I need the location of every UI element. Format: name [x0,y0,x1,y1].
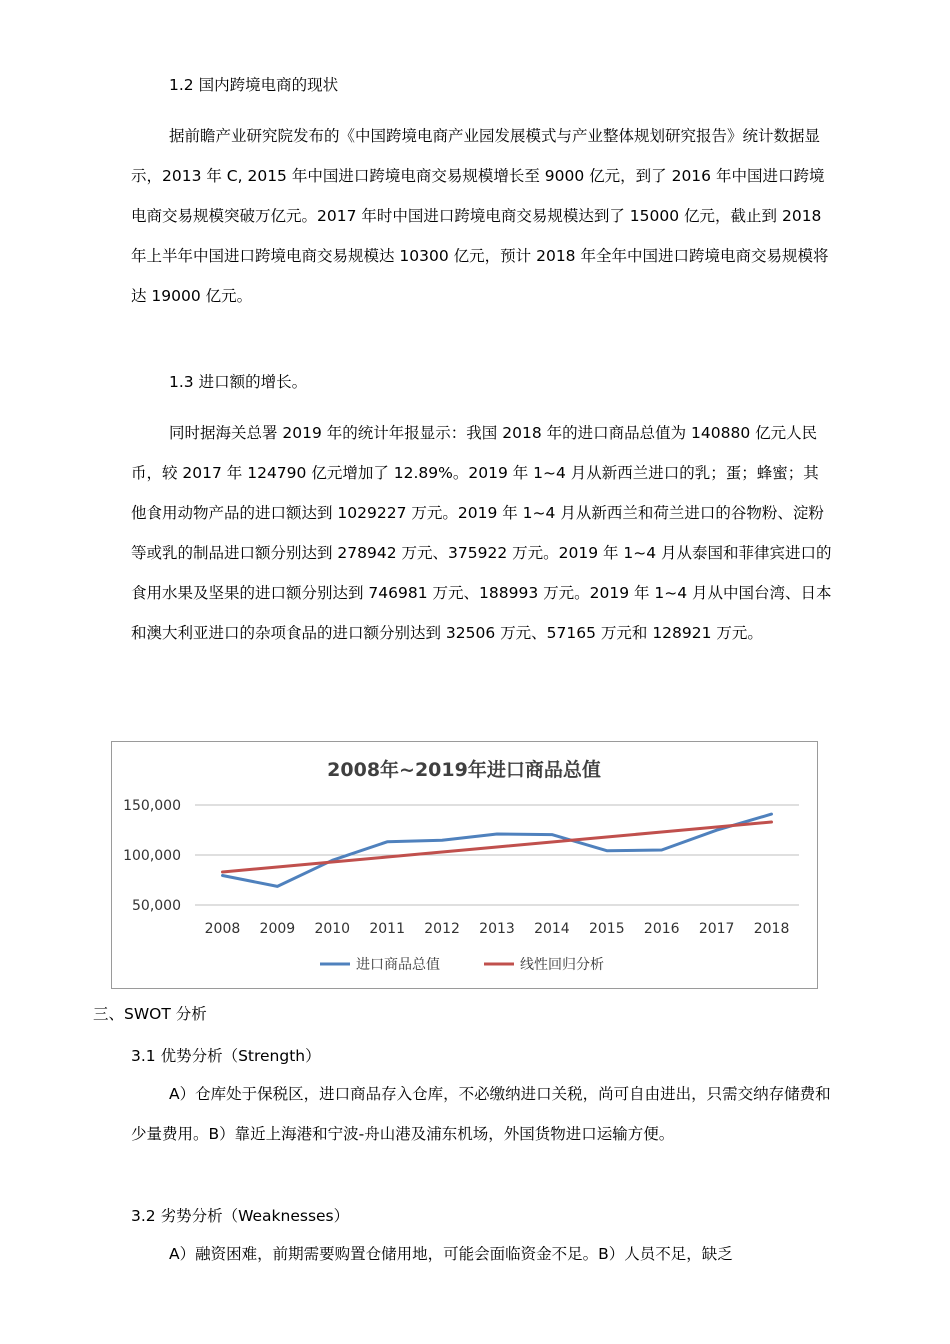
y-tick-label: 50,000 [132,898,181,914]
chart-title: 2008年~2019年进口商品总值 [327,759,601,781]
weakness-text: A）融资困难，前期需要购置仓储用地，可能会面临资金不足。B）人员不足，缺乏 [169,1245,733,1263]
legend-label: 进口商品总值 [356,957,440,973]
x-tick-label: 2014 [534,921,570,937]
paragraph-1-2-text: 据前瞻产业研究院发布的《中国跨境电商产业园发展模式与产业整体规划研究报告》统计数据显示，2013 年 C, 2015 年中国进口跨境电商交易规模增长至 9000 亿元，到了 2016 年中国进口跨境电商交易规模突破万亿元。2017 年时中国进口跨境电商交易规模达到了 15000 亿元，截止到 2018 年上半年中国进口跨境电商交易规模达 10300 亿元，预计 2018 年全年中国进口跨境电商交易规模将达 19000 亿元。 [131,127,829,305]
series-line-0 [223,814,772,886]
section-heading-1-3: 1.3 进口额的增长。 [169,373,308,391]
y-tick-label: 150,000 [123,798,181,814]
x-tick-label: 2017 [698,921,735,937]
import-value-chart [111,741,818,989]
strength-paragraph [131,1074,833,1154]
paragraph-1-3-text: 同时据海关总署 2019 年的统计年报显示：我国 2018 年的进口商品总值为 140880 亿元人民币，较 2017 年 124790 亿元增加了 12.89%。2019 年 1~4 月从新西兰进口的乳；蛋；蜂蜜；其他食用动物产品的进口额达到 1029227 万元。2019 年 1~4 月从新西兰和荷兰进口的谷物粉、淀粉等或乳的制品进口额分别达到 278942 万元、375922 万元。2019 年 1~4 月从泰国和菲律宾进口的食用水果及坚果的进口额分别达到 746981 万元、188993 万元。2019 年 1~4 月从中国台湾、日本和澳大利亚进口的杂项食品的进口额分别达到 32506 万元、57165 万元和 128921 万元。 [131,424,832,642]
x-tick-label: 2008 [204,921,241,937]
weakness-paragraph [131,1234,833,1274]
x-tick-label: 2018 [753,921,790,937]
chart-series [222,814,771,886]
chart-svg [112,742,817,988]
section-heading-1-2: 1.2 国内跨境电商的现状 [169,76,339,94]
y-tick-label: 100,000 [123,848,181,864]
swot-heading: 三、SWOT 分析 [93,1005,207,1023]
chart-gridlines [195,805,799,905]
chart-y-ticks [123,798,181,914]
x-tick-label: 2015 [588,921,625,937]
x-tick-label: 2011 [369,921,406,937]
x-tick-label: 2012 [424,921,460,937]
x-tick-label: 2016 [643,921,680,937]
chart-x-ticks [205,921,790,937]
x-tick-label: 2010 [314,921,351,937]
strength-text: A）仓库处于保税区，进口商品存入仓库，不必缴纳进口关税，尚可自由进出，只需交纳存储费和少量费用。B）靠近上海港和宁波-舟山港及浦东机场，外国货物进口运输方便。 [131,1085,831,1143]
paragraph-1-3 [131,413,833,653]
strength-heading: 3.1 优势分析（Strength） [131,1047,321,1065]
legend-label: 线性回归分析 [520,957,604,973]
paragraph-1-2 [131,116,833,316]
chart-legend [320,956,604,973]
x-tick-label: 2013 [479,921,515,937]
x-tick-label: 2009 [259,921,296,937]
weakness-heading: 3.2 劣势分析（Weaknesses） [131,1207,350,1225]
